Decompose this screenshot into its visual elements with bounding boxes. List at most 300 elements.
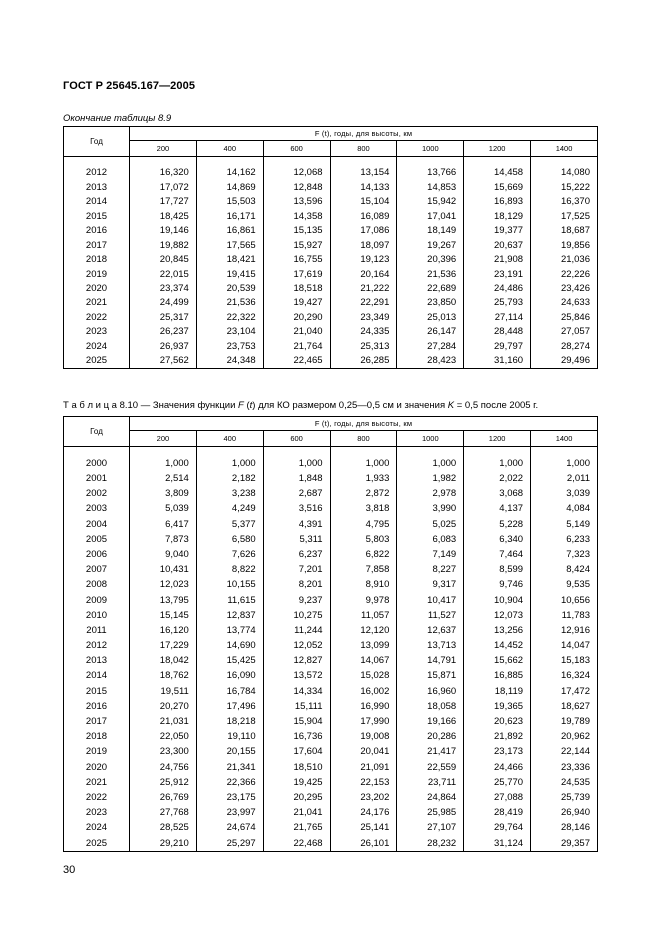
value-cell: 20,396 xyxy=(397,253,464,267)
year-cell: 2022 xyxy=(64,790,130,805)
height-column-header: 1200 xyxy=(464,141,531,157)
value-cell: 21,536 xyxy=(397,267,464,281)
value-cell: 16,120 xyxy=(130,623,197,638)
value-cell: 18,421 xyxy=(196,253,263,267)
value-cell: 21,892 xyxy=(464,729,531,744)
height-column-header: 200 xyxy=(130,141,197,157)
value-cell: 7,464 xyxy=(464,547,531,562)
value-cell: 15,904 xyxy=(263,714,330,729)
height-column-header: 1000 xyxy=(397,141,464,157)
value-cell: 29,210 xyxy=(130,836,197,852)
value-cell: 15,111 xyxy=(263,699,330,714)
spacer-cell xyxy=(64,157,130,167)
value-cell: 11,615 xyxy=(196,593,263,608)
table-row xyxy=(64,653,598,668)
value-cell: 24,466 xyxy=(464,760,531,775)
value-cell: 12,837 xyxy=(196,608,263,623)
value-cell: 14,047 xyxy=(531,638,598,653)
value-cell: 26,101 xyxy=(330,836,397,852)
value-cell: 13,596 xyxy=(263,195,330,209)
year-cell: 2013 xyxy=(64,180,130,194)
year-cell: 2011 xyxy=(64,623,130,638)
table-row xyxy=(64,310,598,324)
value-cell: 4,249 xyxy=(196,502,263,517)
value-cell: 6,233 xyxy=(531,532,598,547)
year-cell: 2024 xyxy=(64,821,130,836)
value-cell: 17,041 xyxy=(397,209,464,223)
caption-suffix: = 0,5 после 2005 г. xyxy=(454,400,539,411)
value-cell: 24,486 xyxy=(464,282,531,296)
table-row xyxy=(64,623,598,638)
year-cell: 2012 xyxy=(64,166,130,180)
value-cell: 4,795 xyxy=(330,517,397,532)
value-cell: 10,275 xyxy=(263,608,330,623)
value-cell: 14,080 xyxy=(531,166,598,180)
value-cell: 18,518 xyxy=(263,282,330,296)
value-cell: 14,358 xyxy=(263,209,330,223)
value-cell: 12,023 xyxy=(130,578,197,593)
value-cell: 13,795 xyxy=(130,593,197,608)
value-cell: 8,424 xyxy=(531,562,598,577)
table-row xyxy=(64,608,598,623)
value-cell: 1,000 xyxy=(330,456,397,471)
value-cell: 20,623 xyxy=(464,714,531,729)
value-cell: 12,052 xyxy=(263,638,330,653)
value-cell: 7,858 xyxy=(330,562,397,577)
value-cell: 19,856 xyxy=(531,238,598,252)
year-cell: 2025 xyxy=(64,836,130,852)
height-column-header: 1400 xyxy=(531,141,598,157)
value-cell: 23,997 xyxy=(196,805,263,820)
value-cell: 15,145 xyxy=(130,608,197,623)
value-cell: 10,904 xyxy=(464,593,531,608)
spacer-cell xyxy=(330,447,397,457)
table-row xyxy=(64,267,598,281)
value-cell: 23,202 xyxy=(330,790,397,805)
value-cell: 19,425 xyxy=(263,775,330,790)
spacer-cell xyxy=(130,447,197,457)
value-cell: 7,626 xyxy=(196,547,263,562)
value-cell: 20,164 xyxy=(330,267,397,281)
value-cell: 21,036 xyxy=(531,253,598,267)
value-cell: 15,135 xyxy=(263,224,330,238)
value-cell: 18,687 xyxy=(531,224,598,238)
value-cell: 21,765 xyxy=(263,821,330,836)
year-cell: 2008 xyxy=(64,578,130,593)
height-column-header: 600 xyxy=(263,431,330,447)
table-8-10-caption xyxy=(63,400,538,411)
value-cell: 11,527 xyxy=(397,608,464,623)
value-cell: 7,873 xyxy=(130,532,197,547)
value-cell: 20,270 xyxy=(130,699,197,714)
height-column-header: 800 xyxy=(330,431,397,447)
table-row xyxy=(64,547,598,562)
value-cell: 19,123 xyxy=(330,253,397,267)
year-column-header: Год xyxy=(64,417,130,447)
value-cell: 15,028 xyxy=(330,669,397,684)
value-cell: 6,417 xyxy=(130,517,197,532)
value-cell: 16,089 xyxy=(330,209,397,223)
value-cell: 26,285 xyxy=(330,354,397,369)
value-cell: 28,525 xyxy=(130,821,197,836)
value-cell: 19,267 xyxy=(397,238,464,252)
table-row xyxy=(64,354,598,369)
value-cell: 23,426 xyxy=(531,282,598,296)
value-cell: 26,237 xyxy=(130,325,197,339)
height-column-header: 800 xyxy=(330,141,397,157)
value-cell: 5,228 xyxy=(464,517,531,532)
value-cell: 5,377 xyxy=(196,517,263,532)
value-cell: 14,869 xyxy=(196,180,263,194)
value-cell: 14,452 xyxy=(464,638,531,653)
value-cell: 22,153 xyxy=(330,775,397,790)
year-cell: 2019 xyxy=(64,267,130,281)
value-cell: 3,990 xyxy=(397,502,464,517)
value-cell: 19,365 xyxy=(464,699,531,714)
value-cell: 12,637 xyxy=(397,623,464,638)
spacer-cell xyxy=(464,447,531,457)
value-cell: 4,084 xyxy=(531,502,598,517)
value-cell: 19,110 xyxy=(196,729,263,744)
value-cell: 8,599 xyxy=(464,562,531,577)
value-cell: 8,822 xyxy=(196,562,263,577)
value-cell: 18,058 xyxy=(397,699,464,714)
value-cell: 28,232 xyxy=(397,836,464,852)
table-8-9-caption: Окончание таблицы 8.9 xyxy=(63,113,172,124)
value-cell: 1,848 xyxy=(263,471,330,486)
value-cell: 13,256 xyxy=(464,623,531,638)
value-cell: 23,336 xyxy=(531,760,598,775)
height-column-header: 600 xyxy=(263,141,330,157)
value-cell: 11,783 xyxy=(531,608,598,623)
value-cell: 20,845 xyxy=(130,253,197,267)
value-cell: 12,068 xyxy=(263,166,330,180)
value-cell: 16,885 xyxy=(464,669,531,684)
year-cell: 2013 xyxy=(64,653,130,668)
year-cell: 2014 xyxy=(64,669,130,684)
value-cell: 15,662 xyxy=(464,653,531,668)
value-cell: 21,341 xyxy=(196,760,263,775)
value-cell: 17,072 xyxy=(130,180,197,194)
value-cell: 23,173 xyxy=(464,745,531,760)
spacer-cell xyxy=(263,447,330,457)
value-cell: 18,149 xyxy=(397,224,464,238)
value-cell: 20,962 xyxy=(531,729,598,744)
table-row xyxy=(64,638,598,653)
value-cell: 16,171 xyxy=(196,209,263,223)
value-cell: 21,417 xyxy=(397,745,464,760)
value-cell: 1,000 xyxy=(196,456,263,471)
height-column-header: 1400 xyxy=(531,431,598,447)
caption-t-symbol: t xyxy=(249,400,253,411)
table-row xyxy=(64,714,598,729)
value-cell: 24,756 xyxy=(130,760,197,775)
table-row xyxy=(64,195,598,209)
table-row xyxy=(64,296,598,310)
value-cell: 19,511 xyxy=(130,684,197,699)
value-cell: 12,916 xyxy=(531,623,598,638)
value-cell: 28,448 xyxy=(464,325,531,339)
table-row xyxy=(64,282,598,296)
spacer-cell xyxy=(397,447,464,457)
value-cell: 19,427 xyxy=(263,296,330,310)
document-header: ГОСТ Р 25645.167—2005 xyxy=(63,80,196,92)
value-cell: 2,978 xyxy=(397,486,464,501)
value-cell: 26,937 xyxy=(130,339,197,353)
page-number: 30 xyxy=(63,864,76,876)
table-row xyxy=(64,253,598,267)
year-cell: 2015 xyxy=(64,209,130,223)
value-cell: 2,022 xyxy=(464,471,531,486)
spacer-cell xyxy=(196,157,263,167)
value-cell: 25,770 xyxy=(464,775,531,790)
table-row xyxy=(64,456,598,471)
year-cell: 2015 xyxy=(64,684,130,699)
table-row xyxy=(64,471,598,486)
value-cell: 20,041 xyxy=(330,745,397,760)
value-cell: 15,927 xyxy=(263,238,330,252)
value-cell: 27,057 xyxy=(531,325,598,339)
value-cell: 27,284 xyxy=(397,339,464,353)
table-spacer-row xyxy=(64,447,598,457)
value-cell: 6,822 xyxy=(330,547,397,562)
year-cell: 2020 xyxy=(64,282,130,296)
caption-prefix: Т а б л и ц а 8.10 — Значения функции xyxy=(63,400,239,411)
table-row xyxy=(64,166,598,180)
value-cell: 9,317 xyxy=(397,578,464,593)
value-cell: 13,572 xyxy=(263,669,330,684)
value-cell: 13,713 xyxy=(397,638,464,653)
value-cell: 16,370 xyxy=(531,195,598,209)
table-row xyxy=(64,562,598,577)
value-cell: 18,097 xyxy=(330,238,397,252)
value-cell: 18,129 xyxy=(464,209,531,223)
value-cell: 3,809 xyxy=(130,486,197,501)
value-cell: 18,510 xyxy=(263,760,330,775)
year-cell: 2024 xyxy=(64,339,130,353)
value-cell: 25,313 xyxy=(330,339,397,353)
value-cell: 29,797 xyxy=(464,339,531,353)
value-cell: 25,912 xyxy=(130,775,197,790)
year-cell: 2017 xyxy=(64,714,130,729)
value-cell: 21,908 xyxy=(464,253,531,267)
table-row xyxy=(64,238,598,252)
value-cell: 14,791 xyxy=(397,653,464,668)
value-cell: 21,222 xyxy=(330,282,397,296)
spacer-cell xyxy=(464,157,531,167)
value-cell: 19,008 xyxy=(330,729,397,744)
value-cell: 9,746 xyxy=(464,578,531,593)
value-cell: 20,539 xyxy=(196,282,263,296)
value-cell: 2,872 xyxy=(330,486,397,501)
value-cell: 26,940 xyxy=(531,805,598,820)
year-cell: 2004 xyxy=(64,517,130,532)
year-cell: 2020 xyxy=(64,760,130,775)
value-cell: 21,764 xyxy=(263,339,330,353)
value-cell: 2,182 xyxy=(196,471,263,486)
value-cell: 2,011 xyxy=(531,471,598,486)
value-cell: 1,000 xyxy=(531,456,598,471)
value-cell: 16,784 xyxy=(196,684,263,699)
table-row xyxy=(64,760,598,775)
value-cell: 7,149 xyxy=(397,547,464,562)
table-row xyxy=(64,729,598,744)
value-cell: 28,423 xyxy=(397,354,464,369)
table-spacer-row xyxy=(64,157,598,167)
value-cell: 3,039 xyxy=(531,486,598,501)
value-cell: 21,536 xyxy=(196,296,263,310)
height-column-header: 400 xyxy=(196,141,263,157)
value-cell: 17,086 xyxy=(330,224,397,238)
height-column-header: 400 xyxy=(196,431,263,447)
year-cell: 2019 xyxy=(64,745,130,760)
value-cell: 3,068 xyxy=(464,486,531,501)
table-row xyxy=(64,669,598,684)
value-cell: 15,669 xyxy=(464,180,531,194)
table-row xyxy=(64,486,598,501)
value-cell: 3,818 xyxy=(330,502,397,517)
table-row xyxy=(64,532,598,547)
value-cell: 27,114 xyxy=(464,310,531,324)
value-cell: 21,040 xyxy=(263,325,330,339)
table-row xyxy=(64,209,598,223)
value-cell: 31,124 xyxy=(464,836,531,852)
value-cell: 22,322 xyxy=(196,310,263,324)
table-row xyxy=(64,578,598,593)
value-cell: 18,627 xyxy=(531,699,598,714)
year-cell: 2016 xyxy=(64,224,130,238)
function-group-header: F (t), годы, для высоты, км xyxy=(130,127,598,141)
value-cell: 15,104 xyxy=(330,195,397,209)
value-cell: 20,290 xyxy=(263,310,330,324)
value-cell: 22,559 xyxy=(397,760,464,775)
table-row xyxy=(64,224,598,238)
value-cell: 26,147 xyxy=(397,325,464,339)
value-cell: 17,229 xyxy=(130,638,197,653)
value-cell: 15,942 xyxy=(397,195,464,209)
value-cell: 26,769 xyxy=(130,790,197,805)
value-cell: 6,083 xyxy=(397,532,464,547)
value-cell: 5,025 xyxy=(397,517,464,532)
value-cell: 14,162 xyxy=(196,166,263,180)
value-cell: 25,297 xyxy=(196,836,263,852)
value-cell: 24,633 xyxy=(531,296,598,310)
table-row xyxy=(64,517,598,532)
year-cell: 2005 xyxy=(64,532,130,547)
value-cell: 12,073 xyxy=(464,608,531,623)
table-row xyxy=(64,821,598,836)
value-cell: 14,690 xyxy=(196,638,263,653)
value-cell: 16,861 xyxy=(196,224,263,238)
table-row xyxy=(64,180,598,194)
value-cell: 15,183 xyxy=(531,653,598,668)
value-cell: 22,144 xyxy=(531,745,598,760)
height-column-header: 1200 xyxy=(464,431,531,447)
year-cell: 2018 xyxy=(64,253,130,267)
value-cell: 18,762 xyxy=(130,669,197,684)
value-cell: 15,222 xyxy=(531,180,598,194)
value-cell: 23,711 xyxy=(397,775,464,790)
value-cell: 3,516 xyxy=(263,502,330,517)
value-cell: 31,160 xyxy=(464,354,531,369)
value-cell: 24,335 xyxy=(330,325,397,339)
spacer-cell xyxy=(531,447,598,457)
year-cell: 2023 xyxy=(64,805,130,820)
value-cell: 23,300 xyxy=(130,745,197,760)
spacer-cell xyxy=(64,447,130,457)
value-cell: 8,201 xyxy=(263,578,330,593)
value-cell: 16,002 xyxy=(330,684,397,699)
value-cell: 27,088 xyxy=(464,790,531,805)
value-cell: 19,882 xyxy=(130,238,197,252)
value-cell: 23,191 xyxy=(464,267,531,281)
value-cell: 18,425 xyxy=(130,209,197,223)
value-cell: 24,674 xyxy=(196,821,263,836)
value-cell: 15,425 xyxy=(196,653,263,668)
year-cell: 2007 xyxy=(64,562,130,577)
table-8-9 xyxy=(63,126,598,369)
value-cell: 20,286 xyxy=(397,729,464,744)
value-cell: 22,366 xyxy=(196,775,263,790)
value-cell: 24,535 xyxy=(531,775,598,790)
value-cell: 14,067 xyxy=(330,653,397,668)
value-cell: 29,496 xyxy=(531,354,598,369)
height-column-header: 1000 xyxy=(397,431,464,447)
value-cell: 1,000 xyxy=(130,456,197,471)
value-cell: 20,295 xyxy=(263,790,330,805)
table-row xyxy=(64,790,598,805)
value-cell: 22,050 xyxy=(130,729,197,744)
value-cell: 16,960 xyxy=(397,684,464,699)
value-cell: 25,013 xyxy=(397,310,464,324)
function-group-header: F (t), годы, для высоты, км xyxy=(130,417,598,431)
value-cell: 29,764 xyxy=(464,821,531,836)
value-cell: 17,472 xyxy=(531,684,598,699)
value-cell: 25,985 xyxy=(397,805,464,820)
value-cell: 5,311 xyxy=(263,532,330,547)
value-cell: 19,789 xyxy=(531,714,598,729)
value-cell: 20,637 xyxy=(464,238,531,252)
year-cell: 2012 xyxy=(64,638,130,653)
value-cell: 13,154 xyxy=(330,166,397,180)
table-row xyxy=(64,805,598,820)
value-cell: 13,766 xyxy=(397,166,464,180)
value-cell: 23,850 xyxy=(397,296,464,310)
year-cell: 2010 xyxy=(64,608,130,623)
value-cell: 17,619 xyxy=(263,267,330,281)
value-cell: 25,846 xyxy=(531,310,598,324)
value-cell: 2,687 xyxy=(263,486,330,501)
value-cell: 19,415 xyxy=(196,267,263,281)
value-cell: 6,580 xyxy=(196,532,263,547)
year-cell: 2014 xyxy=(64,195,130,209)
value-cell: 28,146 xyxy=(531,821,598,836)
value-cell: 12,848 xyxy=(263,180,330,194)
value-cell: 16,320 xyxy=(130,166,197,180)
value-cell: 20,155 xyxy=(196,745,263,760)
year-cell: 2017 xyxy=(64,238,130,252)
spacer-cell xyxy=(196,447,263,457)
value-cell: 8,227 xyxy=(397,562,464,577)
value-cell: 17,604 xyxy=(263,745,330,760)
year-cell: 2000 xyxy=(64,456,130,471)
value-cell: 11,057 xyxy=(330,608,397,623)
value-cell: 21,031 xyxy=(130,714,197,729)
value-cell: 8,910 xyxy=(330,578,397,593)
value-cell: 14,853 xyxy=(397,180,464,194)
value-cell: 3,238 xyxy=(196,486,263,501)
value-cell: 4,137 xyxy=(464,502,531,517)
